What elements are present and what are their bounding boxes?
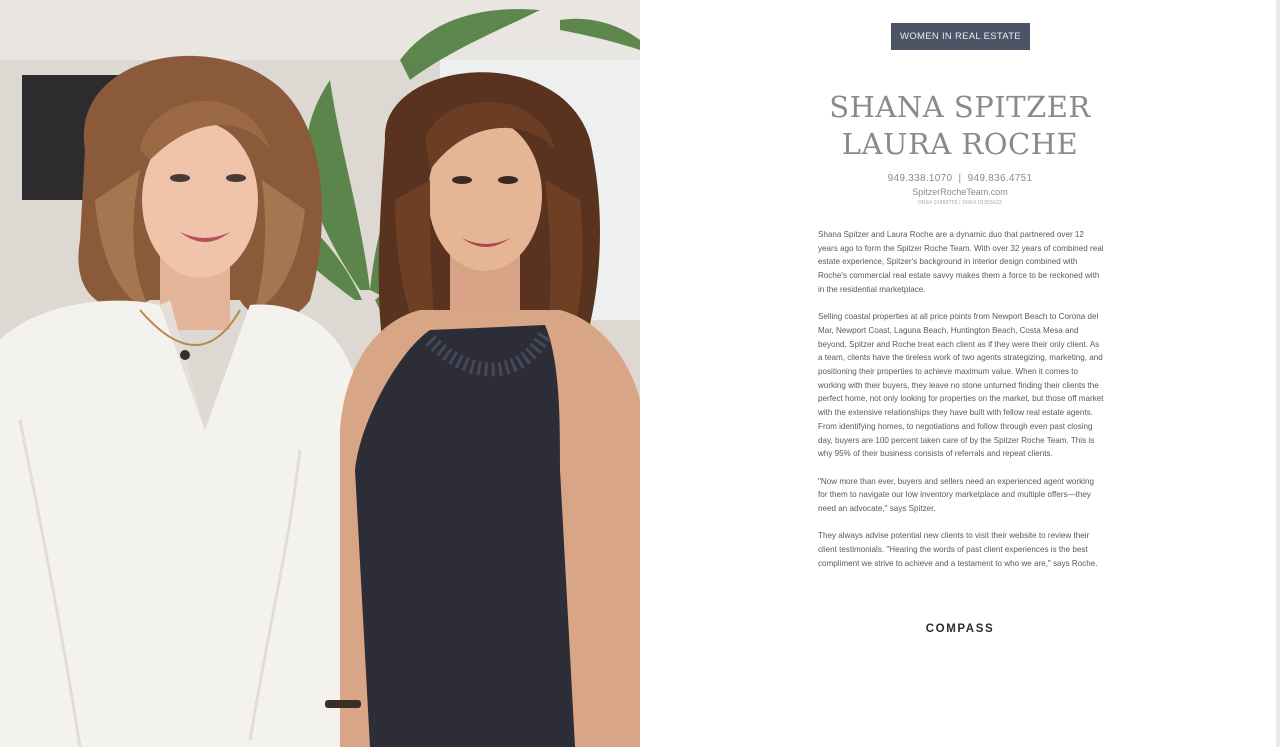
article-paragraph: They always advise potential new clients to visit their website to review their client testimonials. "Hearing the words of past client experiences is the best compliment we strive to achieve and a testament to who we are," says Roche. [818, 531, 1098, 568]
compass-logo: COMPASS [925, 623, 995, 635]
license-numbers: DRE# 01888755 | DRE# 01355623 [918, 200, 1002, 206]
article-paragraph: "Now more than ever, buyers and sellers need an experienced agent working for them to navigate our low inventory marketplace and multiple offers—they need an advocate," says Spitzer. [818, 476, 1094, 514]
phone-numbers: 949.338.1070 | 949.836.4751 [887, 173, 1033, 184]
section-tag [891, 23, 1030, 50]
website-link[interactable]: SpitzerRocheTeam.com [912, 187, 1008, 197]
agent-name-spitzer: SHANA SPITZER [829, 90, 1091, 124]
section-tag-label: WOMEN IN REAL ESTATE [900, 31, 1021, 42]
article-body [818, 228, 1104, 584]
article-paragraph: Shana Spitzer and Laura Roche are a dynamic duo that partnered over 12 years ago to form the Spitzer Roche Team. With over 32 years of combined real estate experience, Spitzer's background in interior design combined with Roche's commercial real estate savvy makes them a force to be reckoned with in the residential marketplace. [818, 230, 1104, 294]
ceiling-band [0, 0, 640, 60]
article-paragraph: Selling coastal properties at all price points from Newport Beach to Corona del Mar, Newport Coast, Laguna Beach, Huntington Beach, Costa Mesa and beyond, Spitzer and Roche treat each client as if they were their only client. As a team, clients have the tireless work of two agents strategizing, marketing, and positioning their properties to achieve maximum value. When it comes to working with their buyers, they leave no stone unturned finding their clients the perfect home, not only looking for properties on the market, but those off market with the extensive relationships they have built with fellow real estate agents. From identifying homes, to negotiations and follow through even past closing day, buyers are 100 percent taken care of by the Spitzer Roche Team. This is why 95% of their business consists of referrals and repeat clients. [818, 312, 1104, 459]
agent-name-roche: LAURA ROCHE [841, 127, 1079, 161]
article-page [640, 0, 1280, 747]
